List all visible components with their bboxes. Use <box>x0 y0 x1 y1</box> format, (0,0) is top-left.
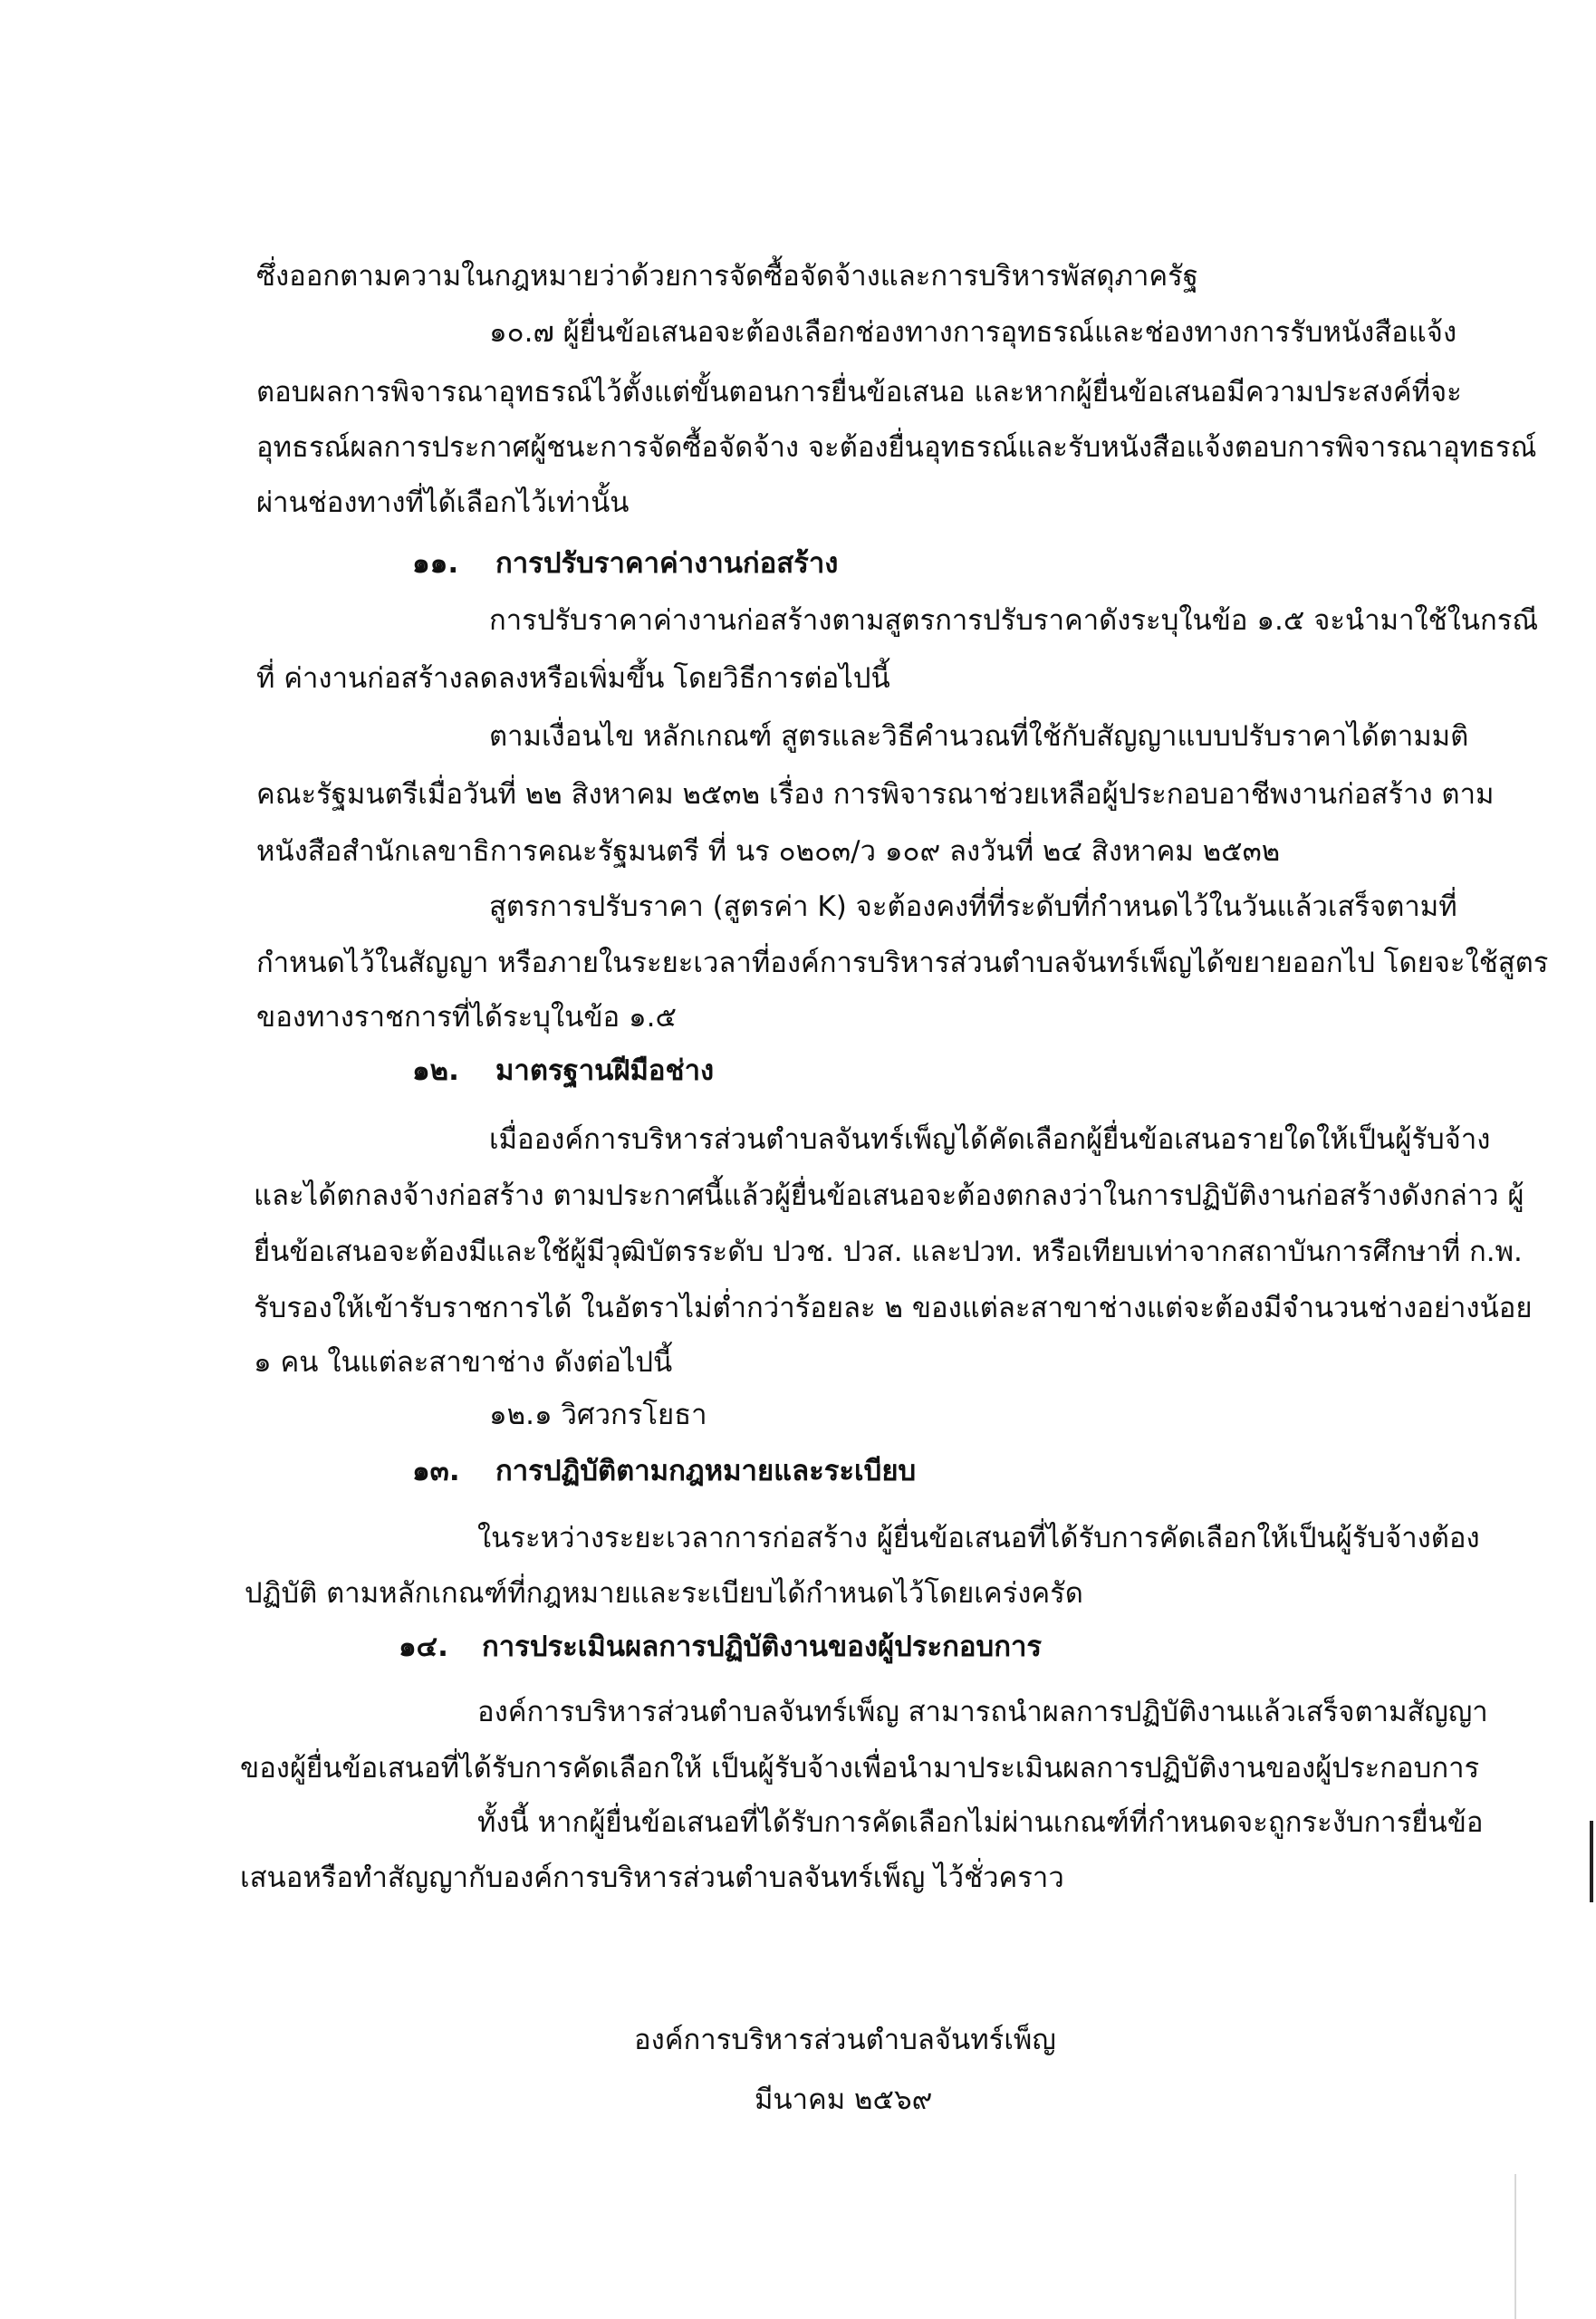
paragraph-line: ๑๐.๗ ผู้ยื่นข้อเสนอจะต้องเลือกช่องทางการอุทธรณ์และช่องทางการรับหนังสือแจ้ง <box>489 316 1457 349</box>
section-heading-12 <box>412 1051 714 1091</box>
paragraph-line: ตามเงื่อนไข หลักเกณฑ์ สูตรและวิธีคำนวณที่ใช้กับสัญญาแบบปรับราคาได้ตามมติ <box>489 720 1469 753</box>
section-number: ๑๓. <box>412 1455 460 1487</box>
paragraph-line: สูตรการปรับราคา (สูตรค่า K) จะต้องคงที่ที่ระดับที่กำหนดไว้ในวันแล้วเสร็จตามที่ <box>489 890 1457 923</box>
subsection-item: ๑๒.๑ วิศวกรโยธา <box>489 1399 707 1431</box>
scan-edge-line <box>1514 2174 1516 2319</box>
paragraph-line: กำหนดไว้ในสัญญา หรือภายในระยะเวลาที่องค์การบริหารส่วนตำบลจันทร์เพ็ญได้ขยายออกไป โดยจะใช้สูตร <box>256 947 1549 979</box>
section-heading-14 <box>399 1627 1042 1667</box>
paragraph-line: ของทางราชการที่ได้ระบุในข้อ ๑.๕ <box>256 1001 677 1034</box>
paragraph-line: ปฏิบัติ ตามหลักเกณฑ์ที่กฎหมายและระเบียบได้กำหนดไว้โดยเคร่งครัด <box>245 1577 1083 1610</box>
footer-organization: องค์การบริหารส่วนตำบลจันทร์เพ็ญ <box>634 2024 1056 2056</box>
paragraph-line: ตอบผลการพิจารณาอุทธรณ์ไว้ตั้งแต่ขั้นตอนการยื่นข้อเสนอ และหากผู้ยื่นข้อเสนอมีความประสงค์ที่จะ <box>256 376 1462 409</box>
paragraph-line: รับรองให้เข้ารับราชการได้ ในอัตราไม่ต่ำกว่าร้อยละ ๒ ของแต่ละสาขาช่างแต่จะต้องมีจำนวนช่างอย่างน้อย <box>254 1292 1533 1324</box>
section-title: มาตรฐานฝีมือช่าง <box>495 1054 715 1087</box>
paragraph-line: องค์การบริหารส่วนตำบลจันทร์เพ็ญ สามารถนำผลการปฏิบัติงานแล้วเสร็จตามสัญญา <box>477 1696 1488 1728</box>
paragraph-line: คณะรัฐมนตรีเมื่อวันที่ ๒๒ สิงหาคม ๒๕๓๒ เรื่อง การพิจารณาช่วยเหลือผู้ประกอบอาชีพงานก่อสร้าง ตาม <box>256 778 1495 811</box>
paragraph-line: เมื่อองค์การบริหารส่วนตำบลจันทร์เพ็ญได้คัดเลือกผู้ยื่นข้อเสนอรายใดให้เป็นผู้รับจ้าง <box>489 1123 1491 1156</box>
paragraph-line: อุทธรณ์ผลการประกาศผู้ชนะการจัดซื้อจัดจ้าง จะต้องยื่นอุทธรณ์และรับหนังสือแจ้งตอบการพิจารณาอุทธรณ์ <box>256 431 1537 464</box>
section-heading-11 <box>412 544 838 583</box>
section-heading-13 <box>412 1451 916 1491</box>
paragraph-line: การปรับราคาค่างานก่อสร้างตามสูตรการปรับราคาดังระบุในข้อ ๑.๕ จะนำมาใช้ในกรณี <box>489 604 1539 637</box>
paragraph-line: ๑ คน ในแต่ละสาขาช่าง ดังต่อไปนี้ <box>254 1346 673 1379</box>
section-title: การประเมินผลการปฏิบัติงานของผู้ประกอบการ <box>482 1631 1043 1663</box>
section-number: ๑๔. <box>399 1631 448 1663</box>
paragraph-line: ของผู้ยื่นข้อเสนอที่ได้รับการคัดเลือกให้ เป็นผู้รับจ้างเพื่อนำมาประเมินผลการปฏิบัติงานของผู้ประกอบการ <box>240 1752 1480 1785</box>
paragraph-line: และได้ตกลงจ้างก่อสร้าง ตามประกาศนี้แล้วผู้ยื่นข้อเสนอจะต้องตกลงว่าในการปฏิบัติงานก่อสร้างดังกล่าว ผู้ <box>254 1179 1524 1212</box>
scan-artifact-mark <box>1590 1821 1593 1902</box>
section-title: การปรับราคาค่างานก่อสร้าง <box>495 547 839 580</box>
paragraph-line: ยื่นข้อเสนอจะต้องมีและใช้ผู้มีวุฒิบัตรระดับ ปวช. ปวส. และปวท. หรือเทียบเท่าจากสถาบันการศึกษาที่ ก.พ. <box>254 1236 1523 1268</box>
paragraph-line: ผ่านช่องทางที่ได้เลือกไว้เท่านั้น <box>256 486 630 519</box>
footer-date: มีนาคม ๒๕๖๙ <box>755 2083 933 2116</box>
section-number: ๑๒. <box>412 1054 459 1087</box>
paragraph-line: เสนอหรือทำสัญญากับองค์การบริหารส่วนตำบลจันทร์เพ็ญ ไว้ชั่วคราว <box>240 1862 1064 1894</box>
paragraph-line: ซึ่งออกตามความในกฎหมายว่าด้วยการจัดซื้อจัดจ้างและการบริหารพัสดุภาครัฐ <box>256 260 1198 293</box>
paragraph-line: หนังสือสำนักเลขาธิการคณะรัฐมนตรี ที่ นร ๐๒๐๓/ว ๑๐๙ ลงวันที่ ๒๔ สิงหาคม ๒๕๓๒ <box>256 835 1281 868</box>
paragraph-line: ทั้งนี้ หากผู้ยื่นข้อเสนอที่ได้รับการคัดเลือกไม่ผ่านเกณฑ์ที่กำหนดจะถูกระงับการยื่นข้อ <box>477 1806 1484 1839</box>
section-title: การปฏิบัติตามกฎหมายและระเบียบ <box>495 1455 917 1487</box>
paragraph-line: ที่ ค่างานก่อสร้างลดลงหรือเพิ่มขึ้น โดยวิธีการต่อไปนี้ <box>256 662 890 695</box>
section-number: ๑๑. <box>412 547 459 580</box>
paragraph-line: ในระหว่างระยะเวลาการก่อสร้าง ผู้ยื่นข้อเสนอที่ได้รับการคัดเลือกให้เป็นผู้รับจ้างต้อง <box>477 1522 1480 1554</box>
